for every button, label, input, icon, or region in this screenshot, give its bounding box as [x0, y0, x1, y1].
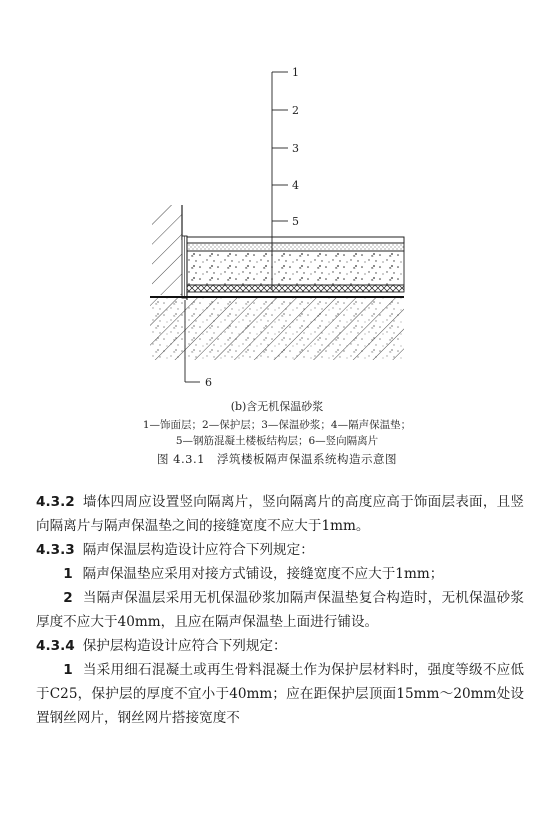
item-text: 隔声保温垫应采用对接方式铺设，接缝宽度不应大于1mm；	[82, 566, 444, 582]
item-text: 当采用细石混凝土或再生骨料混凝土作为保护层材料时，强度等级不应低于C25，保护层的厚度不宜小于40mm；应在距保护层顶面15mm～20mm处设置钢丝网片，钢丝网片搭接宽度不	[36, 662, 524, 726]
callout-1: 1	[292, 66, 299, 79]
floor-section-drawing	[0, 0, 554, 400]
clause-4-3-4	[36, 634, 524, 658]
clause-4-3-4-item-1	[36, 658, 524, 730]
protection-layer	[187, 243, 404, 251]
item-number: 2	[63, 590, 73, 606]
clause-4-3-3-item-2	[36, 586, 524, 634]
callout-5: 5	[292, 215, 299, 228]
clause-number: 4.3.4	[36, 638, 75, 654]
clause-text: 隔声保温层构造设计应符合下列规定：	[82, 542, 314, 558]
item-number: 1	[63, 566, 73, 582]
finish-layer	[187, 237, 404, 243]
clause-number: 4.3.2	[36, 494, 75, 510]
clause-4-3-2	[36, 490, 524, 538]
vertical-isolation-strip	[182, 236, 187, 300]
figure-legend-line-1: 1—饰面层；2—保护层；3—保温砂浆；4—隔声保温垫；	[142, 419, 412, 431]
figure-title: 图 4.3.1 浮筑楼板隔声保温系统构造示意图	[157, 452, 397, 466]
figure-subcaption: (b)含无机保温砂浆	[230, 400, 324, 413]
sound-insulation-pad	[187, 285, 404, 292]
construction-figure	[0, 0, 554, 400]
item-number: 1	[63, 662, 73, 678]
clause-number: 4.3.3	[36, 542, 75, 558]
figure-legend-line-2: 5—钢筋混凝土楼板结构层；6—竖向隔离片	[175, 435, 379, 447]
insulation-mortar-layer	[187, 251, 404, 285]
callout-3: 3	[292, 142, 299, 155]
document-body	[36, 490, 524, 730]
clause-text: 墙体四周应设置竖向隔离片，竖向隔离片的高度应高于饰面层表面，且竖向隔离片与隔声保温垫之间的接缝宽度不应大于1mm。	[36, 494, 524, 534]
clause-text: 保护层构造设计应符合下列规定：	[82, 638, 287, 654]
callout-2: 2	[292, 104, 299, 117]
callout-6: 6	[205, 376, 212, 389]
clause-4-3-3	[36, 538, 524, 562]
item-text: 当隔声保温层采用无机保温砂浆加隔声保温垫复合构造时，无机保温砂浆厚度不应大于40mm，且应在隔声保温垫上面进行铺设。	[36, 590, 524, 630]
callout-4: 4	[292, 179, 299, 192]
clause-4-3-3-item-1	[36, 562, 524, 586]
concrete-slab	[150, 297, 404, 360]
wall-structure	[152, 205, 182, 295]
